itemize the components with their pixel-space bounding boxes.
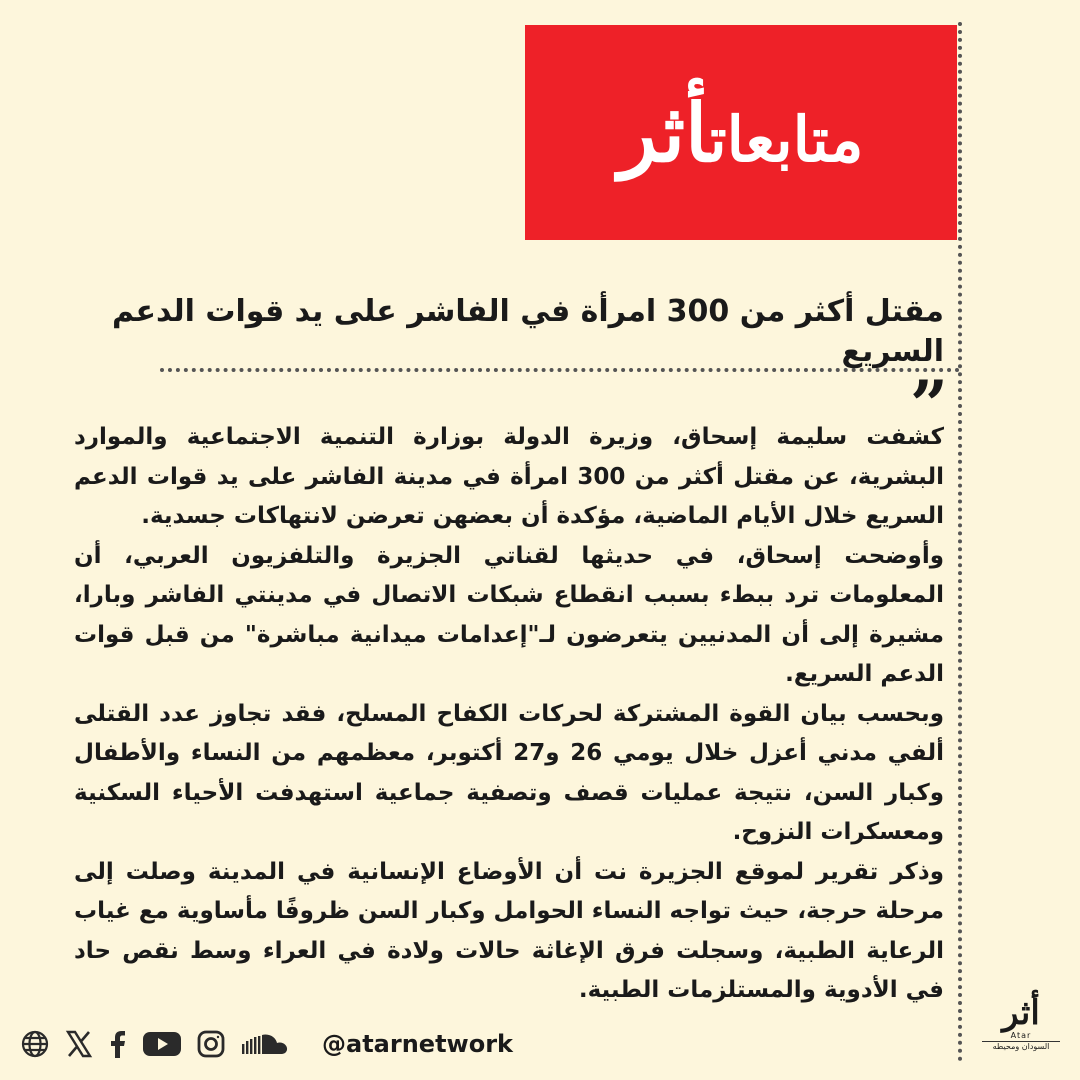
brand-mark: أثر — [618, 85, 710, 180]
facebook-icon[interactable] — [108, 1029, 128, 1059]
brand-logo-text — [619, 86, 864, 180]
brand-label: متابعات — [709, 102, 864, 176]
x-icon[interactable] — [64, 1029, 94, 1059]
instagram-icon[interactable] — [196, 1029, 226, 1059]
logo-tagline: السودان ومحيطه — [982, 1041, 1060, 1052]
brand-banner — [525, 25, 957, 240]
social-footer — [20, 1022, 513, 1066]
quote-mark-icon: ” — [910, 366, 948, 444]
article-paragraph: كشفت سليمة إسحاق، وزيرة الدولة بوزارة التنمية الاجتماعية والموارد البشرية، عن مقتل أكثر من 300 امرأة في مدينة الفاشر على يد قوات الدعم السريع خلال الأيام الماضية، مؤكدة أن بعضهن تعرضن لانتهاكات جسدية. — [74, 424, 944, 529]
article-paragraph: وذكر تقرير لموقع الجزيرة نت أن الأوضاع الإنسانية في المدينة وصلت إلى مرحلة حرجة، حيث تواجه النساء الحوامل وكبار السن ظروفًا مأساوية مع غياب الرعاية الطبية، وسجلت فرق الإغاثة حالات ولادة في العراء وسط نقص حاد في الأدوية والمستلزمات الطبية. — [74, 858, 944, 1003]
social-handle[interactable]: @atarnetwork — [322, 1030, 513, 1058]
youtube-icon[interactable] — [142, 1029, 182, 1059]
vertical-dotted-divider — [958, 22, 962, 1062]
logo-arabic-text: أثر — [1002, 993, 1040, 1033]
article-paragraph: وأوضحت إسحاق، في حديثها لقناتي الجزيرة والتلفزيون العربي، أن المعلومات ترد ببطء بسبب انقطاع شبكات الاتصال في مدينتي الفاشر وبارا، مشيرة إلى أن المدنيين يتعرضون لـ"إعدامات ميدانية مباشرة" من قبل قوات الدعم السريع. — [74, 542, 944, 687]
article-paragraph: وبحسب بيان القوة المشتركة لحركات الكفاح المسلح، فقد تجاوز عدد القتلى ألفي مدني أعزل خلال يومي 26 و27 أكتوبر، معظمهم من النساء والأطفال وكبار السن، نتيجة عمليات قصف وتصفية جماعية استهدفت الأحياء السكنية ومعسكرات النزوح. — [74, 700, 944, 845]
logo-latin-text: Atar — [1010, 1031, 1032, 1040]
article-body — [74, 418, 944, 1011]
headline: مقتل أكثر من 300 امرأة في الفاشر على يد قوات الدعم السريع — [111, 294, 944, 369]
soundcloud-icon[interactable] — [240, 1029, 290, 1059]
atar-logo — [976, 995, 1066, 1065]
globe-icon[interactable] — [20, 1029, 50, 1059]
